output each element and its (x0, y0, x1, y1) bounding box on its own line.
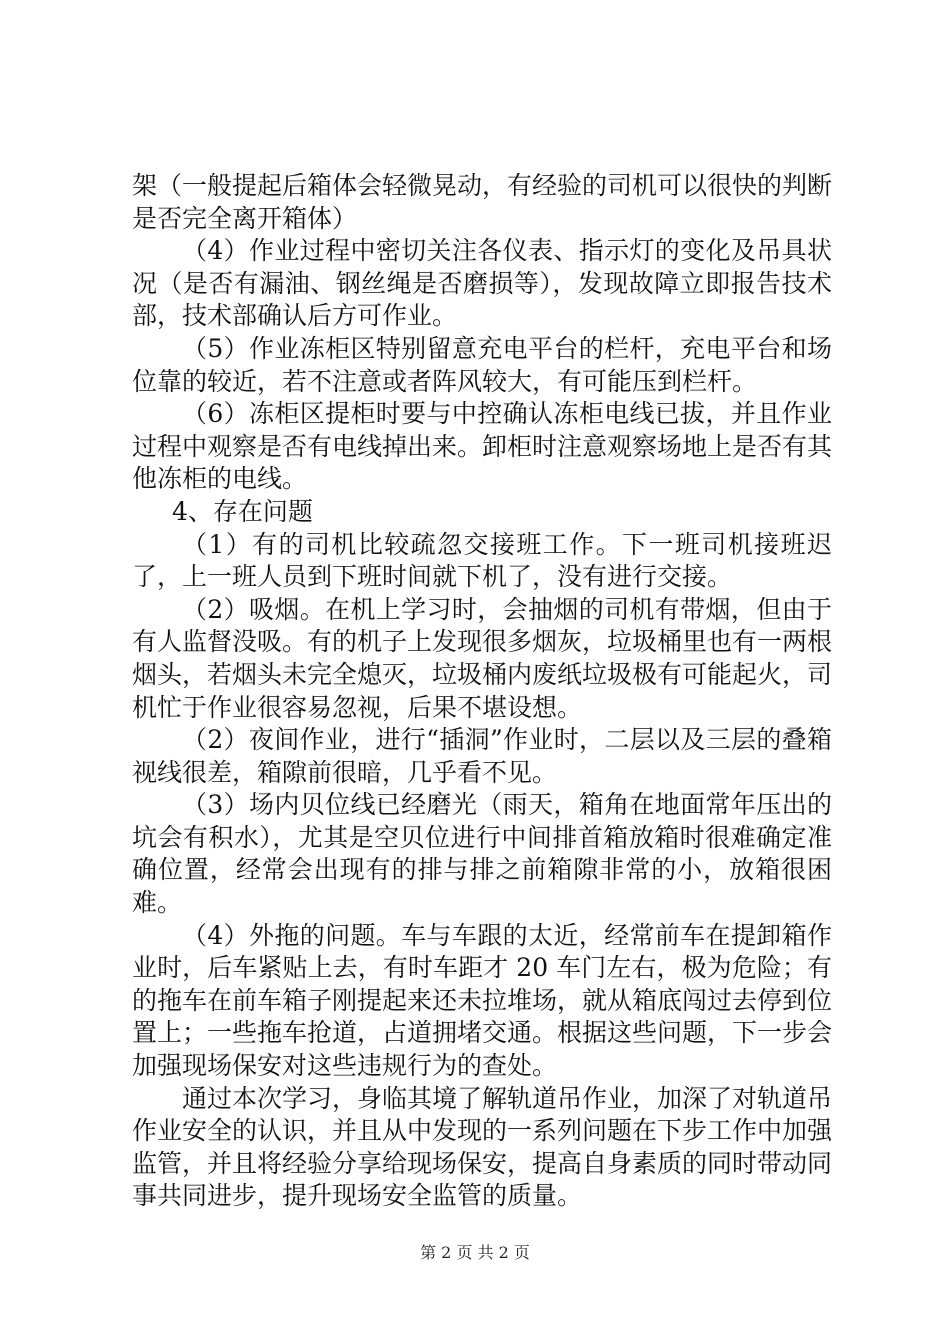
paragraph-issue-1: （1）有的司机比较疏忽交接班工作。下一班司机接班迟了，上一班人员到下班时间就下机了，没有进行交接。 (132, 529, 832, 592)
paragraph-conclusion: 通过本次学习，身临其境了解轨道吊作业，加深了对轨道吊作业安全的认识，并且从中发现的一系列问题在下步工作中加强监管，并且将经验分享给现场保安，提高自身素质的同时带动同事共同进步，提升现场安全监管的质量。 (132, 1083, 833, 1211)
paragraph-issue-3: （3）场内贝位线已经磨光（雨天，箱角在地面常年压出的坑会有积水），尤其是空贝位进行中间排首箱放箱时很难确定准确位置，经常会出现有的排与排之前箱隙非常的小，放箱很困难。 (132, 790, 832, 918)
document-body (132, 170, 832, 1213)
paragraph-issue-2-smoking: （2）吸烟。在机上学习时，会抽烟的司机有带烟，但由于有人监督没吸。有的机子上发现很多烟灰，垃圾桶里也有一两根烟头，若烟头未完全熄灭，垃圾桶内废纸垃圾极有可能起火，司机忙于作业很容易忽视，后果不堪设想。 (132, 594, 833, 722)
paragraph-issue-4: （4）外拖的问题。车与车跟的太近，经常前车在提卸箱作业时，后车紧贴上去，有时车距才 20 车门左右，极为危险；有的拖车在前车箱子刚提起来还未拉堆场，就从箱底闯过去停到位置上；一些拖车抢道，占道拥堵交通。根据这些问题，下一步会加强现场保安对这些违规行为的查处。 (132, 920, 833, 1081)
paragraph-continuation: 架（一般提起后箱体会轻微晃动，有经验的司机可以很快的判断是否完全离开箱体） (132, 171, 833, 233)
paragraph-item-5: （5）作业冻柜区特别留意充电平台的栏杆，充电平台和场位靠的较近，若不注意或者阵风较大，有可能压到栏杆。 (132, 333, 832, 396)
page-number-label: 第 2 页 共 2 页 (420, 1243, 530, 1262)
section-heading: 4、存在问题 (172, 496, 313, 526)
paragraph-item-6: （6）冻柜区提柜时要与中控确认冻柜电线已拔，并且作业过程中观察是否有电线掉出来。卸柜时注意观察场地上是否有其他冻柜的电线。 (132, 399, 833, 494)
paragraph-issue-2-night: （2）夜间作业，进行“插洞”作业时，二层以及三层的叠箱视线很差，箱隙前很暗，几乎看不见。 (132, 725, 832, 787)
paragraph-item-4: （4）作业过程中密切关注各仪表、指示灯的变化及吊具状况（是否有漏油、钢丝绳是否磨损等），发现故障立即报告技术部，技术部确认后方可作业。 (132, 236, 832, 331)
page-footer (0, 1240, 950, 1263)
